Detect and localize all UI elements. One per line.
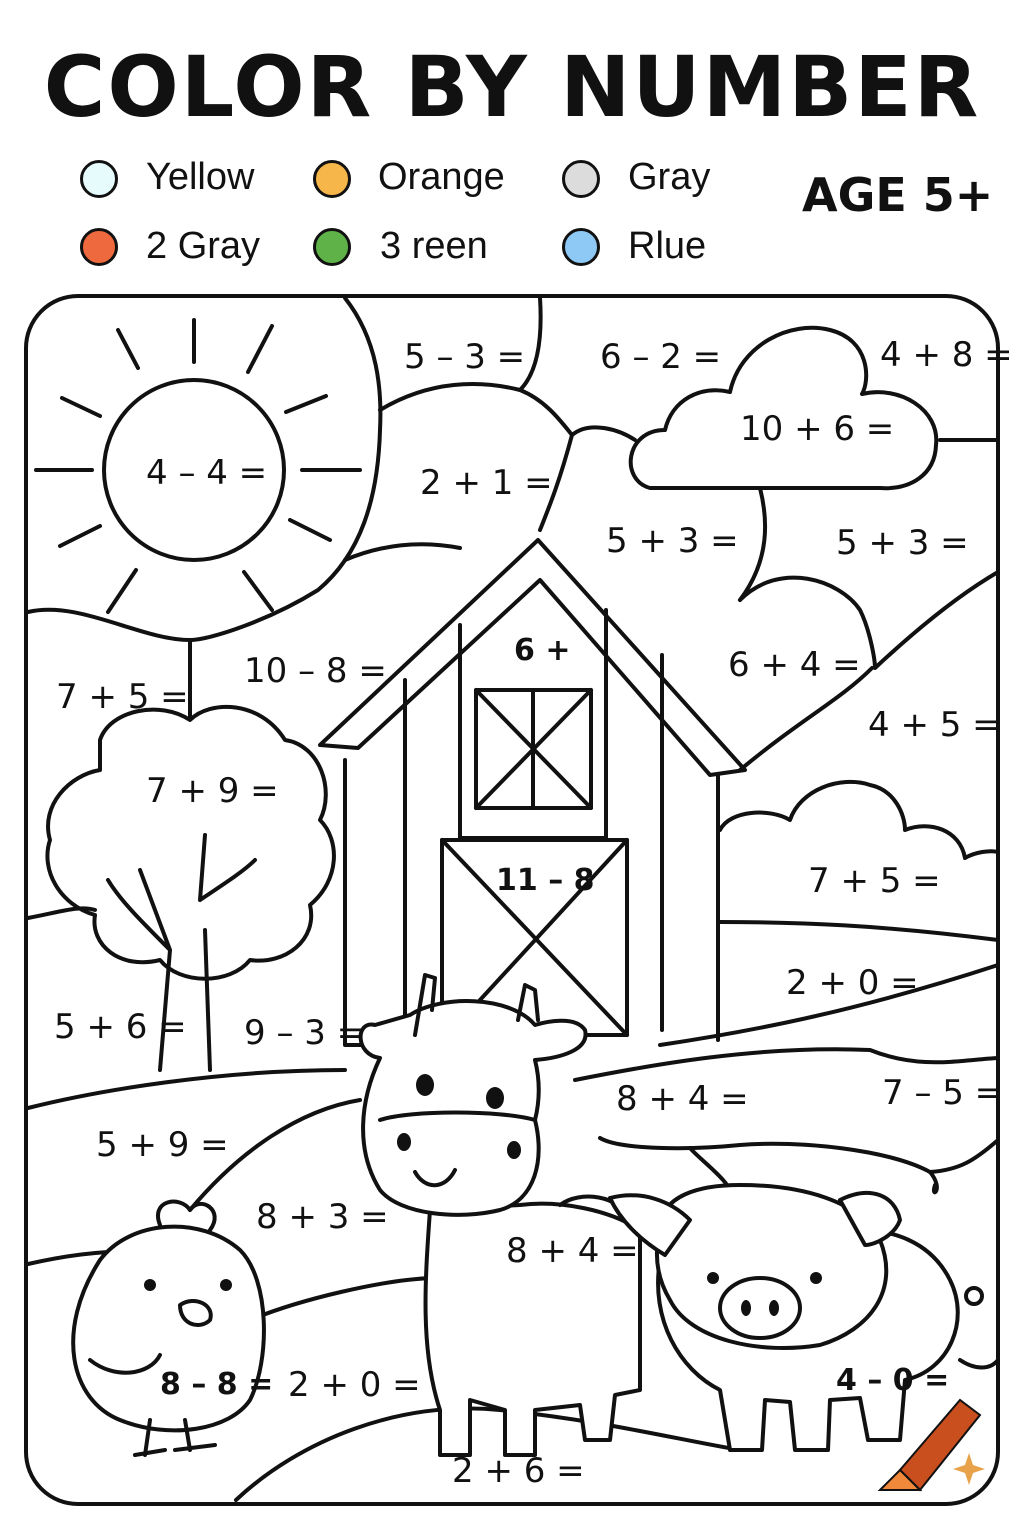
- equation: 5 + 9 =: [96, 1125, 229, 1165]
- equation: 2 + 0 =: [288, 1365, 421, 1405]
- equation: 6 +: [514, 633, 571, 668]
- equation: 7 + 5 =: [808, 861, 941, 901]
- legend-label-5: 3 reen: [380, 225, 488, 267]
- equation: 10 + 6 =: [740, 409, 895, 449]
- legend-label-3: Gray: [628, 156, 711, 198]
- legend-label-2: Orange: [378, 156, 505, 198]
- bush-icon: [720, 782, 998, 858]
- age-label: AGE 5+: [802, 168, 994, 222]
- equation: 10 – 8 =: [244, 651, 387, 691]
- equation: 7 + 5 =: [56, 677, 189, 717]
- equation: 11 – 8: [496, 863, 595, 898]
- equation: 5 + 3 =: [606, 521, 739, 561]
- equation: 8 – 8 =: [160, 1367, 274, 1402]
- equation: 8 + 4 =: [506, 1231, 639, 1271]
- equation: 4 + 8 =: [880, 335, 1013, 375]
- legend-label-4: 2 Gray: [146, 225, 261, 267]
- equation: 6 + 4 =: [728, 645, 861, 685]
- equation: 9 – 3 =: [244, 1013, 366, 1053]
- legend-label-1: Yellow: [146, 156, 255, 198]
- equation: 4 – 0 =: [836, 1363, 950, 1398]
- equation: 7 – 5 =: [882, 1073, 1004, 1113]
- equation: 8 + 3 =: [256, 1197, 389, 1237]
- page-title: COLOR BY NUMBER: [43, 38, 981, 136]
- equation: 7 + 9 =: [146, 771, 279, 811]
- legend-label-6: Rlue: [628, 225, 707, 267]
- barn-icon: [320, 540, 745, 1045]
- equation: 4 + 5 =: [868, 705, 1001, 745]
- equation: 5 + 3 =: [836, 523, 969, 563]
- equation: 2 + 6 =: [452, 1451, 585, 1491]
- equation: 8 + 4 =: [616, 1079, 749, 1119]
- equation: 5 – 3 =: [404, 337, 526, 377]
- pig-icon: [610, 1185, 982, 1450]
- equation: 2 + 1 =: [420, 463, 553, 503]
- chick-icon: [73, 1202, 264, 1455]
- equation: 6 – 2 =: [600, 337, 722, 377]
- equation: 2 + 0 =: [786, 963, 919, 1003]
- equation: 4 – 4 =: [146, 453, 268, 493]
- equation: 5 + 6 =: [54, 1007, 187, 1047]
